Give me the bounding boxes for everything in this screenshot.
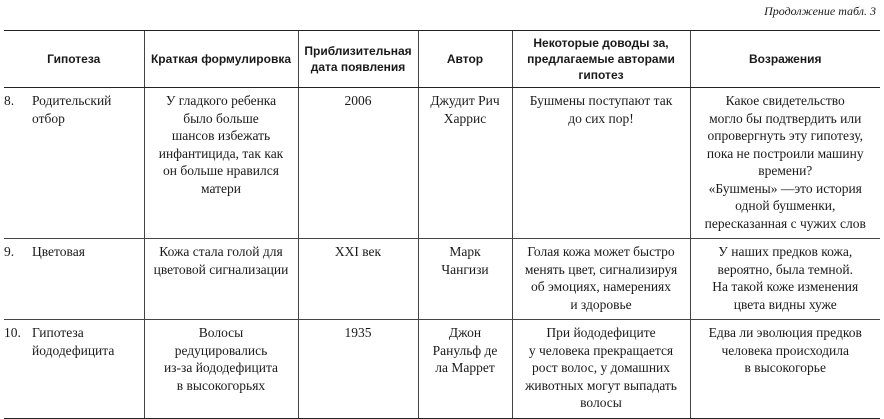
- author-line: Джудит Рич: [430, 93, 500, 108]
- formulation-line: Волосы: [198, 325, 244, 340]
- hypothesis-name: [32, 324, 132, 359]
- cell-hypothesis: [4, 239, 144, 320]
- cell-author: [418, 88, 512, 239]
- cell-hypothesis: [4, 88, 144, 239]
- objections-line: человека происходила: [721, 342, 849, 358]
- formulation-line: было больше: [183, 110, 259, 126]
- objections-line: в высокогорье: [744, 360, 826, 375]
- author-line: ла Маррет: [435, 360, 495, 375]
- formulation-line: Кожа стала голой для: [159, 244, 283, 259]
- cell-objections: [690, 88, 880, 239]
- objections-line: цвета видны хуже: [733, 296, 837, 312]
- objections-line: пока не построили машину: [706, 145, 864, 161]
- cell-formulation: [144, 88, 298, 239]
- header-hypothesis: Гипотеза: [4, 31, 144, 88]
- arguments-line: При йододефиците: [546, 325, 656, 340]
- header-author: Автор: [418, 31, 512, 88]
- formulation-line: он больше нравился: [163, 163, 279, 178]
- objections-line: Какое свидетельство: [725, 93, 845, 108]
- author-line: Марк: [449, 244, 481, 259]
- row-number: 9.: [4, 244, 15, 259]
- hypotheses-table: [4, 30, 880, 419]
- formulation-line: цветовой сигнализации: [153, 261, 289, 277]
- formulation-line: редуцировались: [174, 342, 268, 358]
- objections-line: могло бы подтвердить или: [709, 110, 862, 126]
- header-date-line: дата появления: [310, 60, 406, 74]
- header-date-line: Приблизительная: [304, 44, 412, 58]
- cell-arguments: [512, 239, 690, 320]
- header-date: [298, 31, 418, 88]
- cell-hypothesis: [4, 320, 144, 419]
- table-row: [4, 239, 880, 320]
- cell-author: [418, 239, 512, 320]
- cell-objections: [690, 239, 880, 320]
- hypothesis-line: отбор: [32, 110, 65, 126]
- header-objections: Возражения: [690, 31, 880, 88]
- formulation-line: в высокогорьях: [176, 377, 266, 393]
- arguments-line: менять цвет, сигнализируя: [524, 261, 678, 277]
- objections-line: опровергнуть эту гипотезу,: [707, 128, 864, 143]
- objections-line: Едва ли эволюция предков: [708, 325, 862, 340]
- arguments-line: рост волос, у домашних: [531, 360, 671, 375]
- cell-date: 1935: [298, 320, 418, 419]
- formulation-line: из-за йододефицита: [163, 360, 279, 375]
- objections-line: одной бушменки,: [735, 198, 836, 213]
- formulation-line: инфантицида, так как: [158, 145, 284, 161]
- author-line: Джон: [448, 325, 482, 340]
- table-header-row: [4, 31, 880, 88]
- cell-arguments: [512, 88, 690, 239]
- objections-line: На такой коже изменения: [712, 279, 859, 294]
- row-number: 10.: [4, 325, 21, 340]
- cell-objections: [690, 320, 880, 419]
- formulation-line: матери: [201, 180, 241, 196]
- header-arguments-line: гипотез: [578, 68, 624, 82]
- formulation-line: шансов избежать: [171, 128, 271, 143]
- arguments-line: и здоровье: [570, 296, 632, 312]
- row-number: 8.: [4, 93, 15, 108]
- arguments-line: Голая кожа может быстро: [527, 244, 675, 259]
- arguments-line: до сих пор!: [568, 110, 634, 126]
- hypothesis-line: Гипотеза: [32, 325, 84, 340]
- arguments-line: Бушмены поступают так: [529, 93, 673, 108]
- table-caption: Продолжение табл. 3: [764, 4, 876, 18]
- table-row: [4, 88, 880, 239]
- objections-line: времени?: [758, 163, 813, 178]
- author-line: Харрис: [443, 110, 487, 126]
- hypothesis-line: Родительский: [32, 93, 112, 108]
- objections-line: вероятно, была темной.: [717, 261, 853, 277]
- objections-line: пересказанная с чужих слов: [704, 215, 866, 231]
- hypothesis-line: йододефицита: [32, 342, 115, 358]
- objections-line: «Бушмены» —это история: [708, 180, 862, 196]
- header-arguments-line: Некоторые доводы за,: [533, 36, 669, 50]
- header-arguments: [512, 31, 690, 88]
- author-line: Ранульф де: [432, 342, 498, 358]
- arguments-line: животных могут выпадать: [525, 377, 677, 393]
- cell-date: XXI век: [298, 239, 418, 320]
- table-row: [4, 320, 880, 419]
- arguments-line: об эмоциях, намерениях: [530, 279, 672, 294]
- cell-formulation: [144, 239, 298, 320]
- author-line: Чангизи: [441, 261, 489, 277]
- header-formulation: Краткая формулировка: [144, 31, 298, 88]
- cell-arguments: [512, 320, 690, 419]
- arguments-line: у человека прекращается: [528, 342, 674, 358]
- cell-author: [418, 320, 512, 419]
- arguments-line: волосы: [580, 395, 622, 410]
- hypothesis-line: Цветовая: [32, 244, 85, 259]
- cell-date: 2006: [298, 88, 418, 239]
- hypothesis-name: [32, 243, 132, 261]
- formulation-line: У гладкого ребенка: [165, 93, 277, 108]
- hypothesis-name: [32, 92, 132, 127]
- objections-line: У наших предков кожа,: [718, 244, 853, 259]
- cell-formulation: [144, 320, 298, 419]
- header-arguments-line: предлагаемые авторами: [527, 52, 675, 66]
